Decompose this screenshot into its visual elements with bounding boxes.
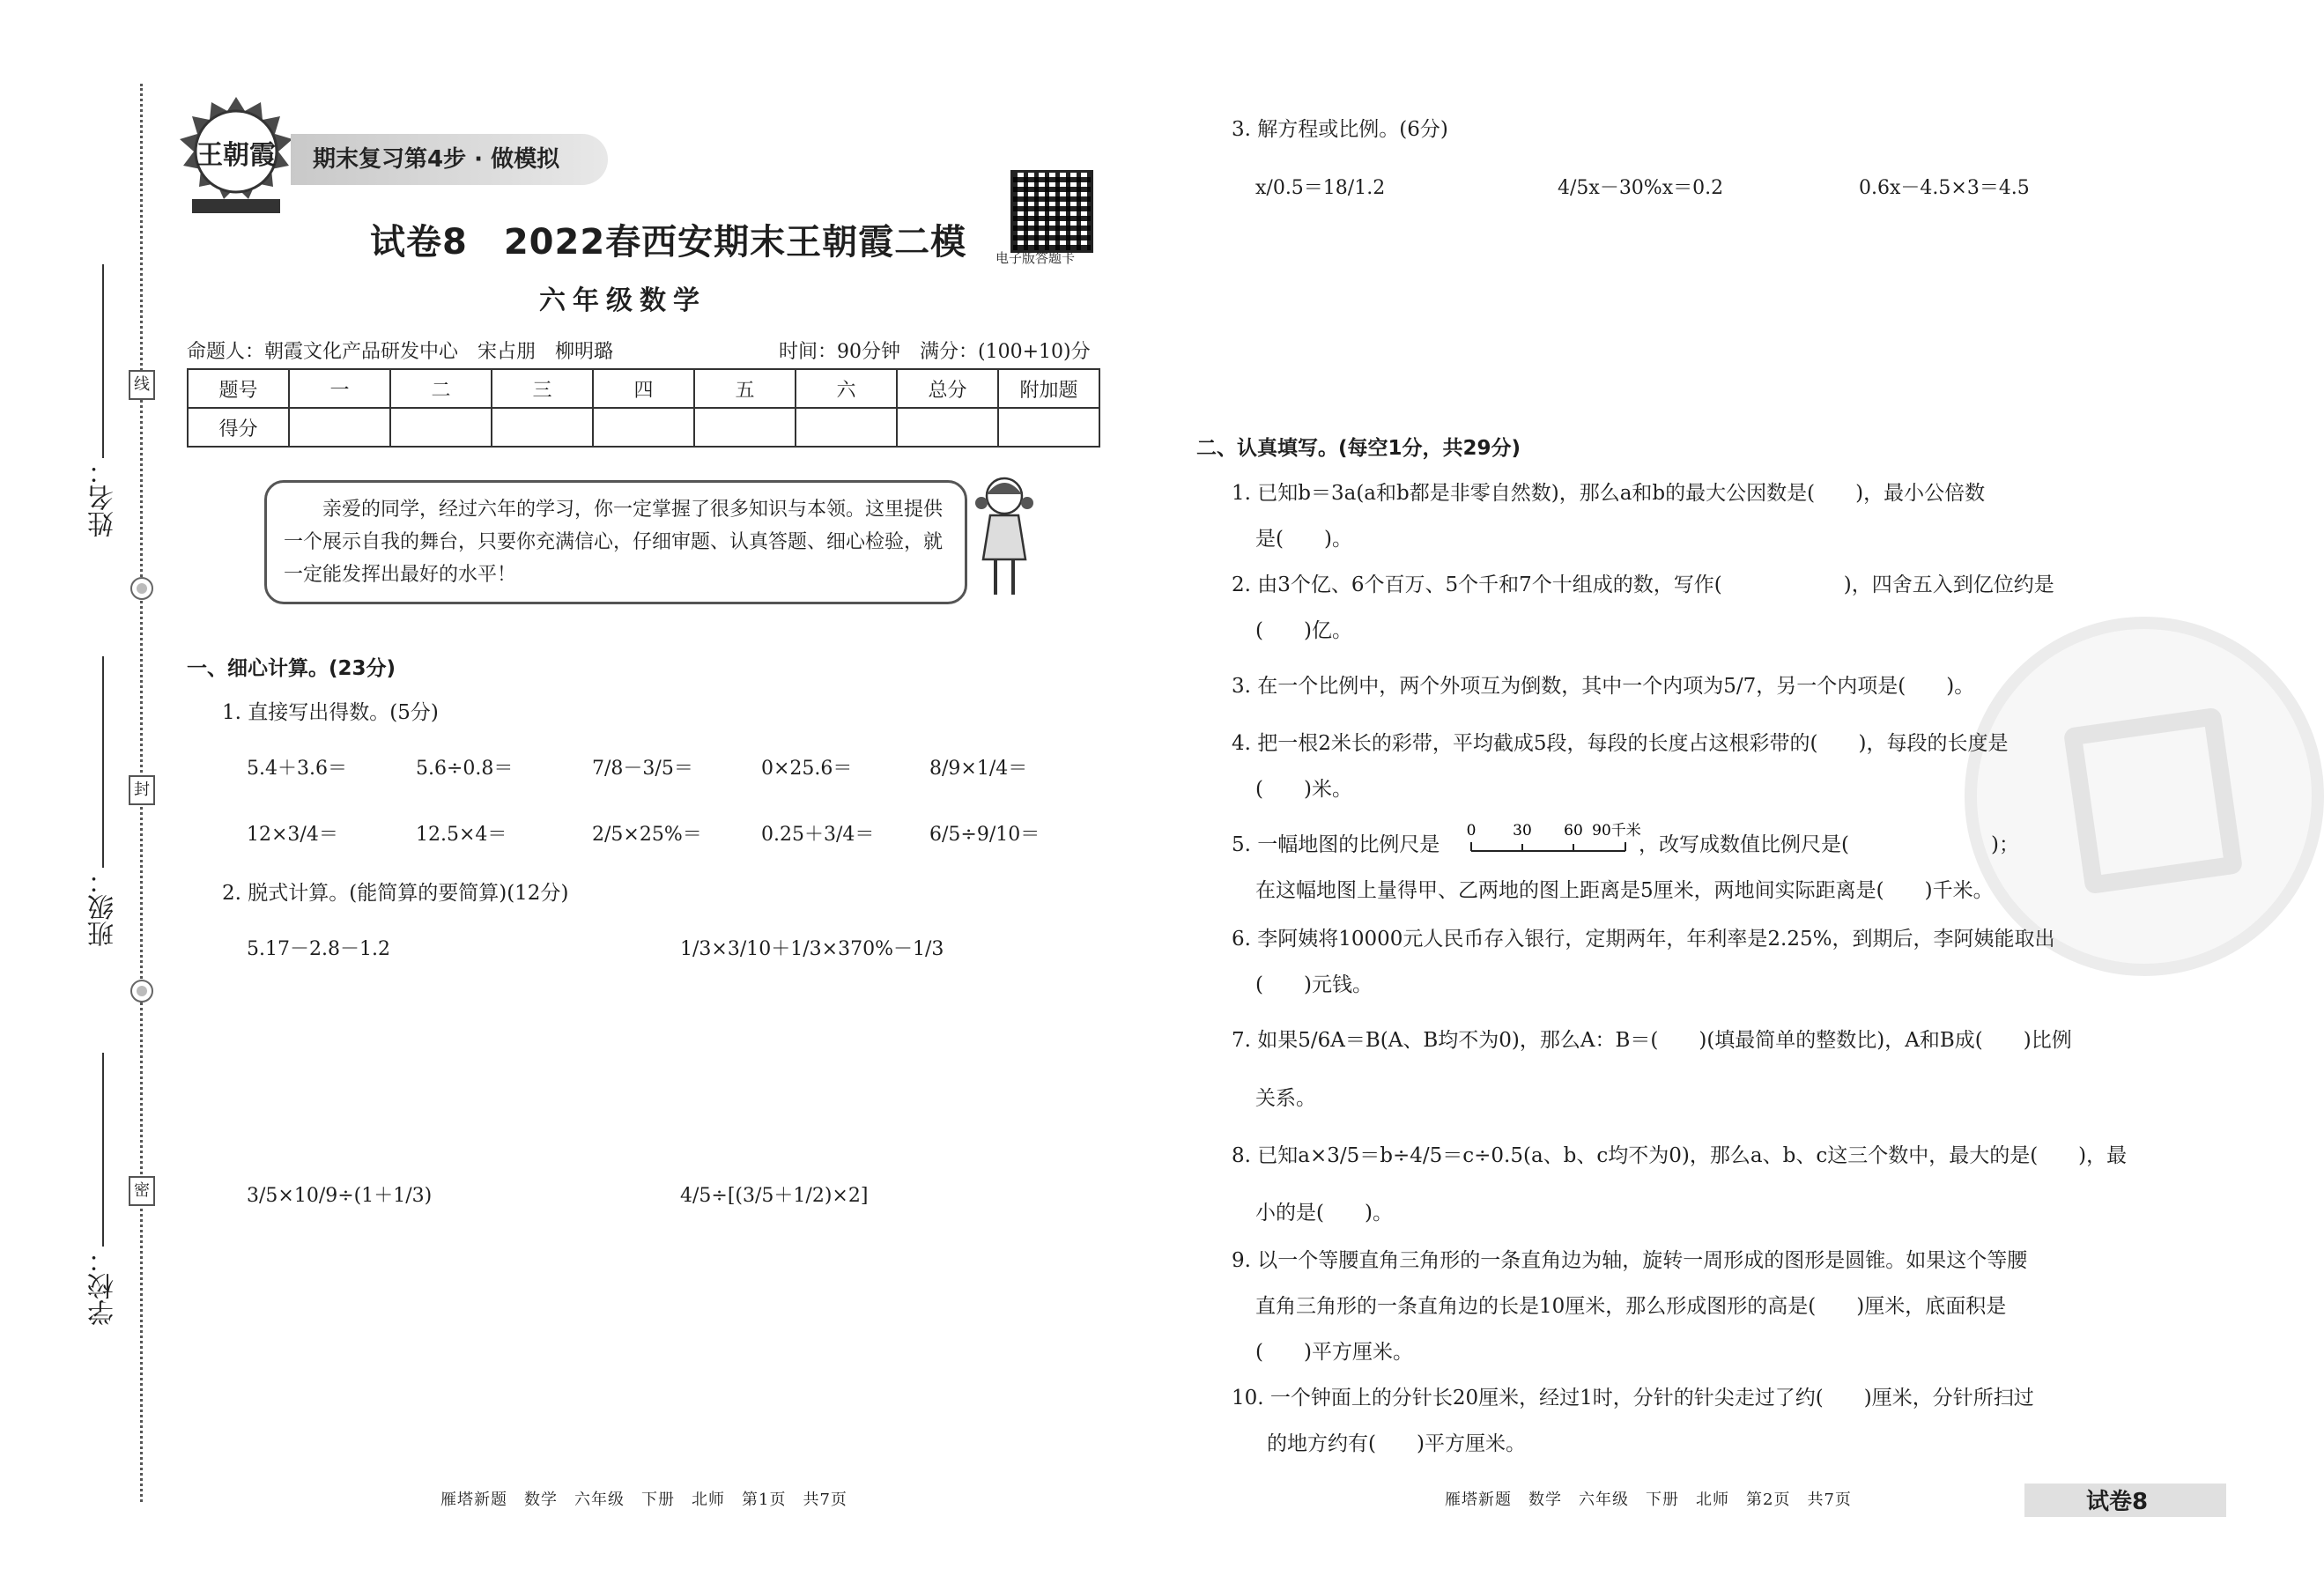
calc-item: 3/5×10/9÷(1＋1/3) bbox=[247, 1185, 433, 1207]
brand-logo bbox=[174, 95, 298, 218]
fill-line: 10. 一个钟面上的分针长20厘米，经过1时，分针的针尖走过了约( )厘米，分针所扫过 bbox=[1232, 1387, 2034, 1410]
binding-hole-icon bbox=[130, 980, 153, 1003]
score-row-label: 得分 bbox=[188, 408, 289, 447]
equation-item: 0.6x－4.5×3＝4.5 bbox=[1859, 177, 2030, 199]
q2-5-prefix: 5. 一幅地图的比例尺是 bbox=[1232, 833, 1440, 856]
score-header-cell: 一 bbox=[289, 369, 390, 408]
score-cell[interactable] bbox=[593, 408, 694, 447]
calc-item: 4/5÷[(3/5＋1/2)×2] bbox=[680, 1185, 869, 1207]
calc-item: 8/9×1/4＝ bbox=[929, 758, 1028, 780]
fill-line: 9. 以一个等腰直角三角形的一条直角边为轴，旋转一周形成的图形是圆锥。如果这个等腰 bbox=[1232, 1249, 2028, 1272]
fill-line: 8. 已知a×3/5＝b÷4/5＝c÷0.5(a、b、c均不为0)，那么a、b、c这三个数中，最大的是( )，最 bbox=[1232, 1144, 2128, 1167]
score-table-header-row bbox=[188, 369, 1099, 408]
fill-line: ( )元钱。 bbox=[1255, 973, 1373, 996]
fill-line: 4. 把一根2米长的彩带，平均截成5段，每段的长度占这根彩带的( )，每段的长度是 bbox=[1232, 732, 2009, 755]
calc-item: 0×25.6＝ bbox=[761, 758, 853, 780]
binding-hole-icon bbox=[130, 577, 153, 600]
calc-item: 12.5×4＝ bbox=[416, 824, 507, 846]
score-header-cell: 四 bbox=[593, 369, 694, 408]
fill-line: 6. 李阿姨将10000元人民币存入银行，定期两年，年利率是2.25%，到期后，李阿姨能取出 bbox=[1232, 928, 2055, 951]
q1-3-stem: 3. 解方程或比例。(6分) bbox=[1232, 118, 1448, 141]
score-cell[interactable] bbox=[796, 408, 897, 447]
fill-line: ( )米。 bbox=[1255, 778, 1352, 801]
score-cell[interactable] bbox=[897, 408, 998, 447]
school-field[interactable] bbox=[102, 1053, 104, 1247]
binding-mark-secret: 密 bbox=[129, 1176, 155, 1206]
qr-code-icon[interactable] bbox=[1010, 170, 1093, 253]
fill-line: 7. 如果5/6A＝B(A、B均不为0)，那么A：B＝( )(填最简单的整数比)，A和B成( )比例 bbox=[1232, 1029, 2072, 1052]
girl-illustration bbox=[969, 471, 1040, 603]
fill-line: 的地方约有( )平方厘米。 bbox=[1267, 1432, 1526, 1455]
paper-title: 试卷8 2022春西安期末王朝霞二模 bbox=[370, 222, 967, 263]
fill-line: 1. 已知b＝3a(a和b都是非零自然数)，那么a和b的最大公因数是( )，最小公倍数 bbox=[1232, 482, 1986, 505]
score-cell[interactable] bbox=[492, 408, 593, 447]
school-label: 学校： bbox=[88, 1247, 119, 1326]
time-score-line: 时间：90分钟 满分：(100+10)分 bbox=[779, 341, 1091, 363]
score-header-cell: 三 bbox=[492, 369, 593, 408]
score-header-cell: 六 bbox=[796, 369, 897, 408]
fill-line: 在这幅地图上量得甲、乙两地的图上距离是5厘米，两地间实际距离是( )千米。 bbox=[1255, 879, 1994, 902]
logo-text: 王朝霞 bbox=[196, 140, 276, 171]
paper-subtitle: 六年级数学 bbox=[539, 285, 707, 316]
scale-tick-label: 30 bbox=[1513, 822, 1532, 840]
fill-line: 是( )。 bbox=[1255, 528, 1352, 551]
q1-1-stem: 1. 直接写出得数。(5分) bbox=[222, 701, 439, 724]
equation-item: 4/5x－30%x＝0.2 bbox=[1558, 177, 1724, 199]
fill-line: 2. 由3个亿、6个百万、5个千和7个十组成的数，写作( )，四舍五入到亿位约是 bbox=[1232, 573, 2054, 596]
binding-mark-seal: 封 bbox=[129, 775, 155, 805]
binding-mark-line: 线 bbox=[129, 370, 155, 400]
scale-bar bbox=[1466, 818, 1641, 860]
name-field[interactable] bbox=[102, 264, 104, 458]
score-header-cell: 附加题 bbox=[998, 369, 1099, 408]
calc-item: 1/3×3/10＋1/3×370%－1/3 bbox=[680, 938, 944, 960]
left-page bbox=[0, 0, 1128, 1576]
calc-item: 5.6÷0.8＝ bbox=[416, 758, 514, 780]
score-cell[interactable] bbox=[390, 408, 492, 447]
calc-item: 5.17－2.8－1.2 bbox=[247, 938, 390, 960]
score-table-row bbox=[188, 408, 1099, 447]
name-label: 姓名： bbox=[88, 458, 119, 537]
score-header-cell: 总分 bbox=[897, 369, 998, 408]
calc-item: 6/5÷9/10＝ bbox=[929, 824, 1040, 846]
class-label: 班级： bbox=[88, 868, 119, 947]
fill-line: ( )平方厘米。 bbox=[1255, 1341, 1413, 1364]
part2-title: 二、认真填写。(每空1分，共29分) bbox=[1196, 437, 1521, 460]
fill-line: ( )亿。 bbox=[1255, 619, 1352, 642]
scale-tick-label: 90千米 bbox=[1592, 822, 1641, 840]
calc-item: 7/8－3/5＝ bbox=[592, 758, 693, 780]
calc-item: 12×3/4＝ bbox=[247, 824, 338, 846]
calc-item: 5.4＋3.6＝ bbox=[247, 758, 347, 780]
score-header-cell: 二 bbox=[390, 369, 492, 408]
paper-tab-label: 试卷8 bbox=[2086, 1489, 2149, 1515]
qr-caption: 电子版答题卡 bbox=[995, 250, 1076, 266]
fill-line: 小的是( )。 bbox=[1255, 1202, 1393, 1225]
footer-right: 雁塔新题 数学 六年级 下册 北师 第2页 共7页 bbox=[1445, 1491, 1852, 1509]
fill-line: 直角三角形的一条直角边的长是10厘米，那么形成图形的高是( )厘米，底面积是 bbox=[1255, 1295, 2007, 1318]
fill-line: ，改写成数值比例尺是( )； bbox=[1639, 833, 2019, 856]
footer-left: 雁塔新题 数学 六年级 下册 北师 第1页 共7页 bbox=[440, 1491, 847, 1509]
authors-line: 命题人：朝霞文化产品研发中心 宋占朋 柳明璐 bbox=[187, 341, 614, 363]
score-header-cell: 五 bbox=[694, 369, 796, 408]
fill-line: 关系。 bbox=[1255, 1087, 1316, 1110]
score-cell[interactable] bbox=[694, 408, 796, 447]
score-cell[interactable] bbox=[998, 408, 1099, 447]
calc-item: 0.25＋3/4＝ bbox=[761, 824, 875, 846]
score-cell[interactable] bbox=[289, 408, 390, 447]
part1-title: 一、细心计算。(23分) bbox=[187, 657, 396, 680]
step-banner-text: 期末复习第4步 · 做模拟 bbox=[313, 146, 560, 173]
fill-line: 3. 在一个比例中，两个外项互为倒数，其中一个内项为5/7，另一个内项是( )。 bbox=[1232, 675, 1975, 698]
score-header-cell: 题号 bbox=[188, 369, 289, 408]
scale-tick-label: 60 bbox=[1564, 822, 1583, 840]
scale-tick-label: 0 bbox=[1466, 822, 1477, 840]
score-table bbox=[187, 368, 1100, 448]
intro-text: 亲爱的同学，经过六年的学习，你一定掌握了很多知识与本领。这里提供一个展示自我的舞台，只要你充满信心，仔细审题、认真答题、细心检验，就一定能发挥出最好的水平！ bbox=[284, 499, 944, 586]
q1-2-stem: 2. 脱式计算。(能简算的要简算)(12分) bbox=[222, 882, 569, 905]
class-field[interactable] bbox=[102, 656, 104, 868]
calc-item: 2/5×25%＝ bbox=[592, 824, 702, 846]
equation-item: x/0.5＝18/1.2 bbox=[1255, 177, 1386, 199]
right-page bbox=[1128, 0, 2226, 1576]
